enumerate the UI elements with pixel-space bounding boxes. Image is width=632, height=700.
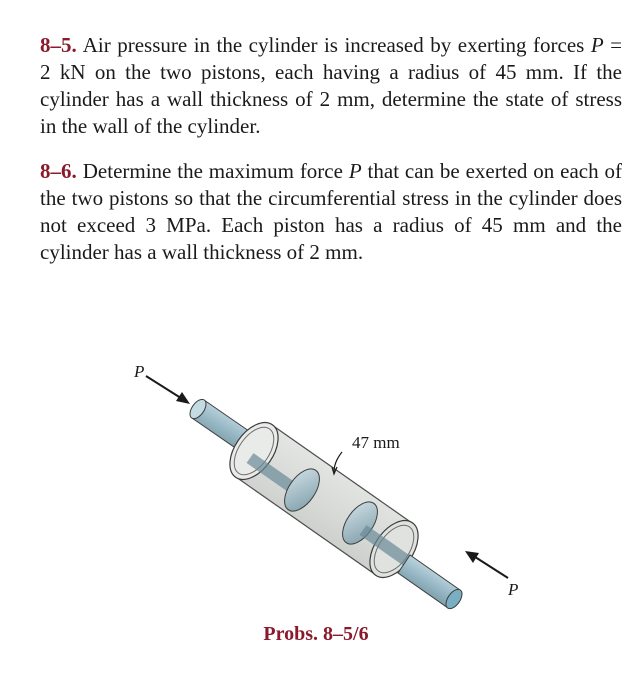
problem-8-6 [40,158,622,266]
force-arrow-top [133,362,190,404]
problem-text-part-a: Air pressure in the cylinder is increased by exerting forces [82,33,591,57]
problem-text-part-b: that can be exerted on each of the two pistons so that the circumferential stress in the cylinder does not exceed 3 MPa. Each piston has a radius of 45 mm and the cylinder has a wall thickness of 2 mm. [40,159,622,264]
right-piston-rod [398,555,465,611]
force-label-bottom: P [508,580,519,599]
problem-8-5 [40,32,622,140]
radius-dimension [332,433,400,474]
force-variable: P [590,33,604,57]
cylinder-figure [120,350,540,620]
problem-number: 8–5. [40,33,77,57]
cylinder-diagram [120,350,540,620]
force-variable: P [348,159,362,183]
problem-text-part-b: = 2 kN on the two pistons, each having a radius of 45 mm. If the cylinder has a wall thickness of 2 mm, determine the state of stress in the wall of the cylinder. [40,33,623,138]
problem-number: 8–6. [40,159,77,183]
force-arrow-bottom [465,551,518,599]
figure-caption: Probs. 8–5/6 [263,623,369,645]
problem-text-part-a: Determine the maximum force [82,159,349,183]
force-label-top: P [134,362,145,381]
dimension-label: 47 mm [352,433,400,452]
